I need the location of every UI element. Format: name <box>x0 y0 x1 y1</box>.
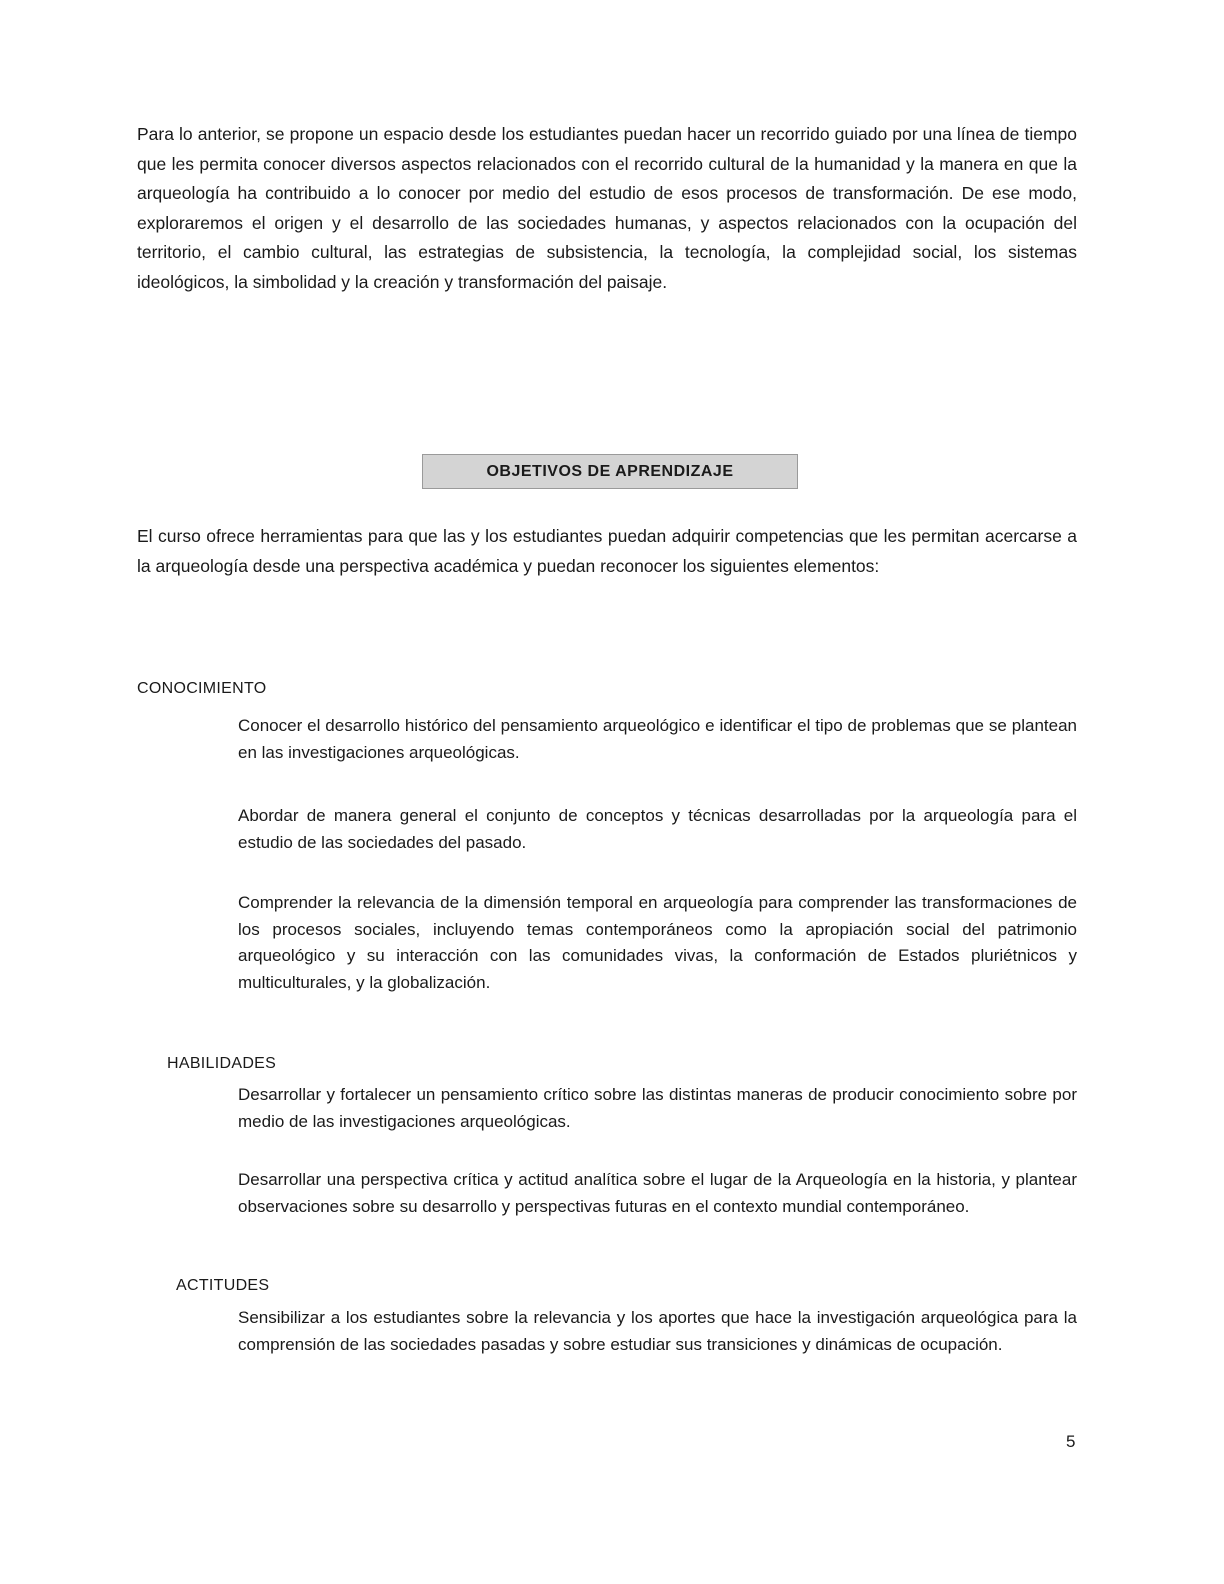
section-heading: OBJETIVOS DE APRENDIZAJE <box>486 462 734 480</box>
section-label-conocimiento: CONOCIMIENTO <box>137 680 267 697</box>
habilidades-item: Desarrollar y fortalecer un pensamiento crítico sobre las distintas maneras de producir conocimiento sobre por medio de las investigaciones arqueológicas. <box>238 1085 1077 1131</box>
conocimiento-item: Conocer el desarrollo histórico del pensamiento arqueológico e identificar el tipo de problemas que se plantean en las investigaciones arqueológicas. <box>238 716 1077 762</box>
intro-paragraph: Para lo anterior, se propone un espacio desde los estudiantes puedan hacer un recorrido guiado por una línea de tiempo que les permita conocer diversos aspectos relacionados con el recorrido cultural de la humanidad y la manera en que la arqueología ha contribuido a lo conocer por medio del estudio de esos procesos de transformación. De ese modo, exploraremos el origen y el desarrollo de las sociedades humanas, y aspectos relacionados con la ocupación del territorio, el cambio cultural, las estrategias de subsistencia, la tecnología, la complejidad social, los sistemas ideológicos, la simbolidad y la creación y transformación del paisaje. <box>137 124 1077 292</box>
section-label-actitudes: ACTITUDES <box>176 1277 270 1294</box>
conocimiento-item: Comprender la relevancia de la dimensión temporal en arqueología para comprender las transformaciones de los procesos sociales, incluyendo temas contemporáneos como la apropiación social del patrimonio arqueológico y su interacción con las comunidades vivas, la conformación de Estados pluriétnicos y multiculturales, y la globalización. <box>238 893 1077 992</box>
habilidades-item: Desarrollar una perspectiva crítica y actitud analítica sobre el lugar de la Arqueología en la historia, y plantear observaciones sobre su desarrollo y perspectivas futuras en el contexto mundial contemporáneo. <box>238 1170 1077 1216</box>
lead-paragraph: El curso ofrece herramientas para que las y los estudiantes puedan adquirir competencias que les permitan acercarse a la arqueología desde una perspectiva académica y puedan reconocer los siguientes elementos: <box>137 526 1077 576</box>
actitudes-item: Sensibilizar a los estudiantes sobre la relevancia y los aportes que hace la investigación arqueológica para la comprensión de las sociedades pasadas y sobre estudiar sus transiciones y dinámicas de ocupación. <box>238 1308 1077 1354</box>
section-heading-box <box>422 454 798 489</box>
section-label-habilidades: HABILIDADES <box>167 1055 277 1072</box>
conocimiento-item: Abordar de manera general el conjunto de conceptos y técnicas desarrolladas por la arqueología para el estudio de las sociedades del pasado. <box>238 806 1077 852</box>
page-number: 5 <box>1066 1432 1076 1451</box>
